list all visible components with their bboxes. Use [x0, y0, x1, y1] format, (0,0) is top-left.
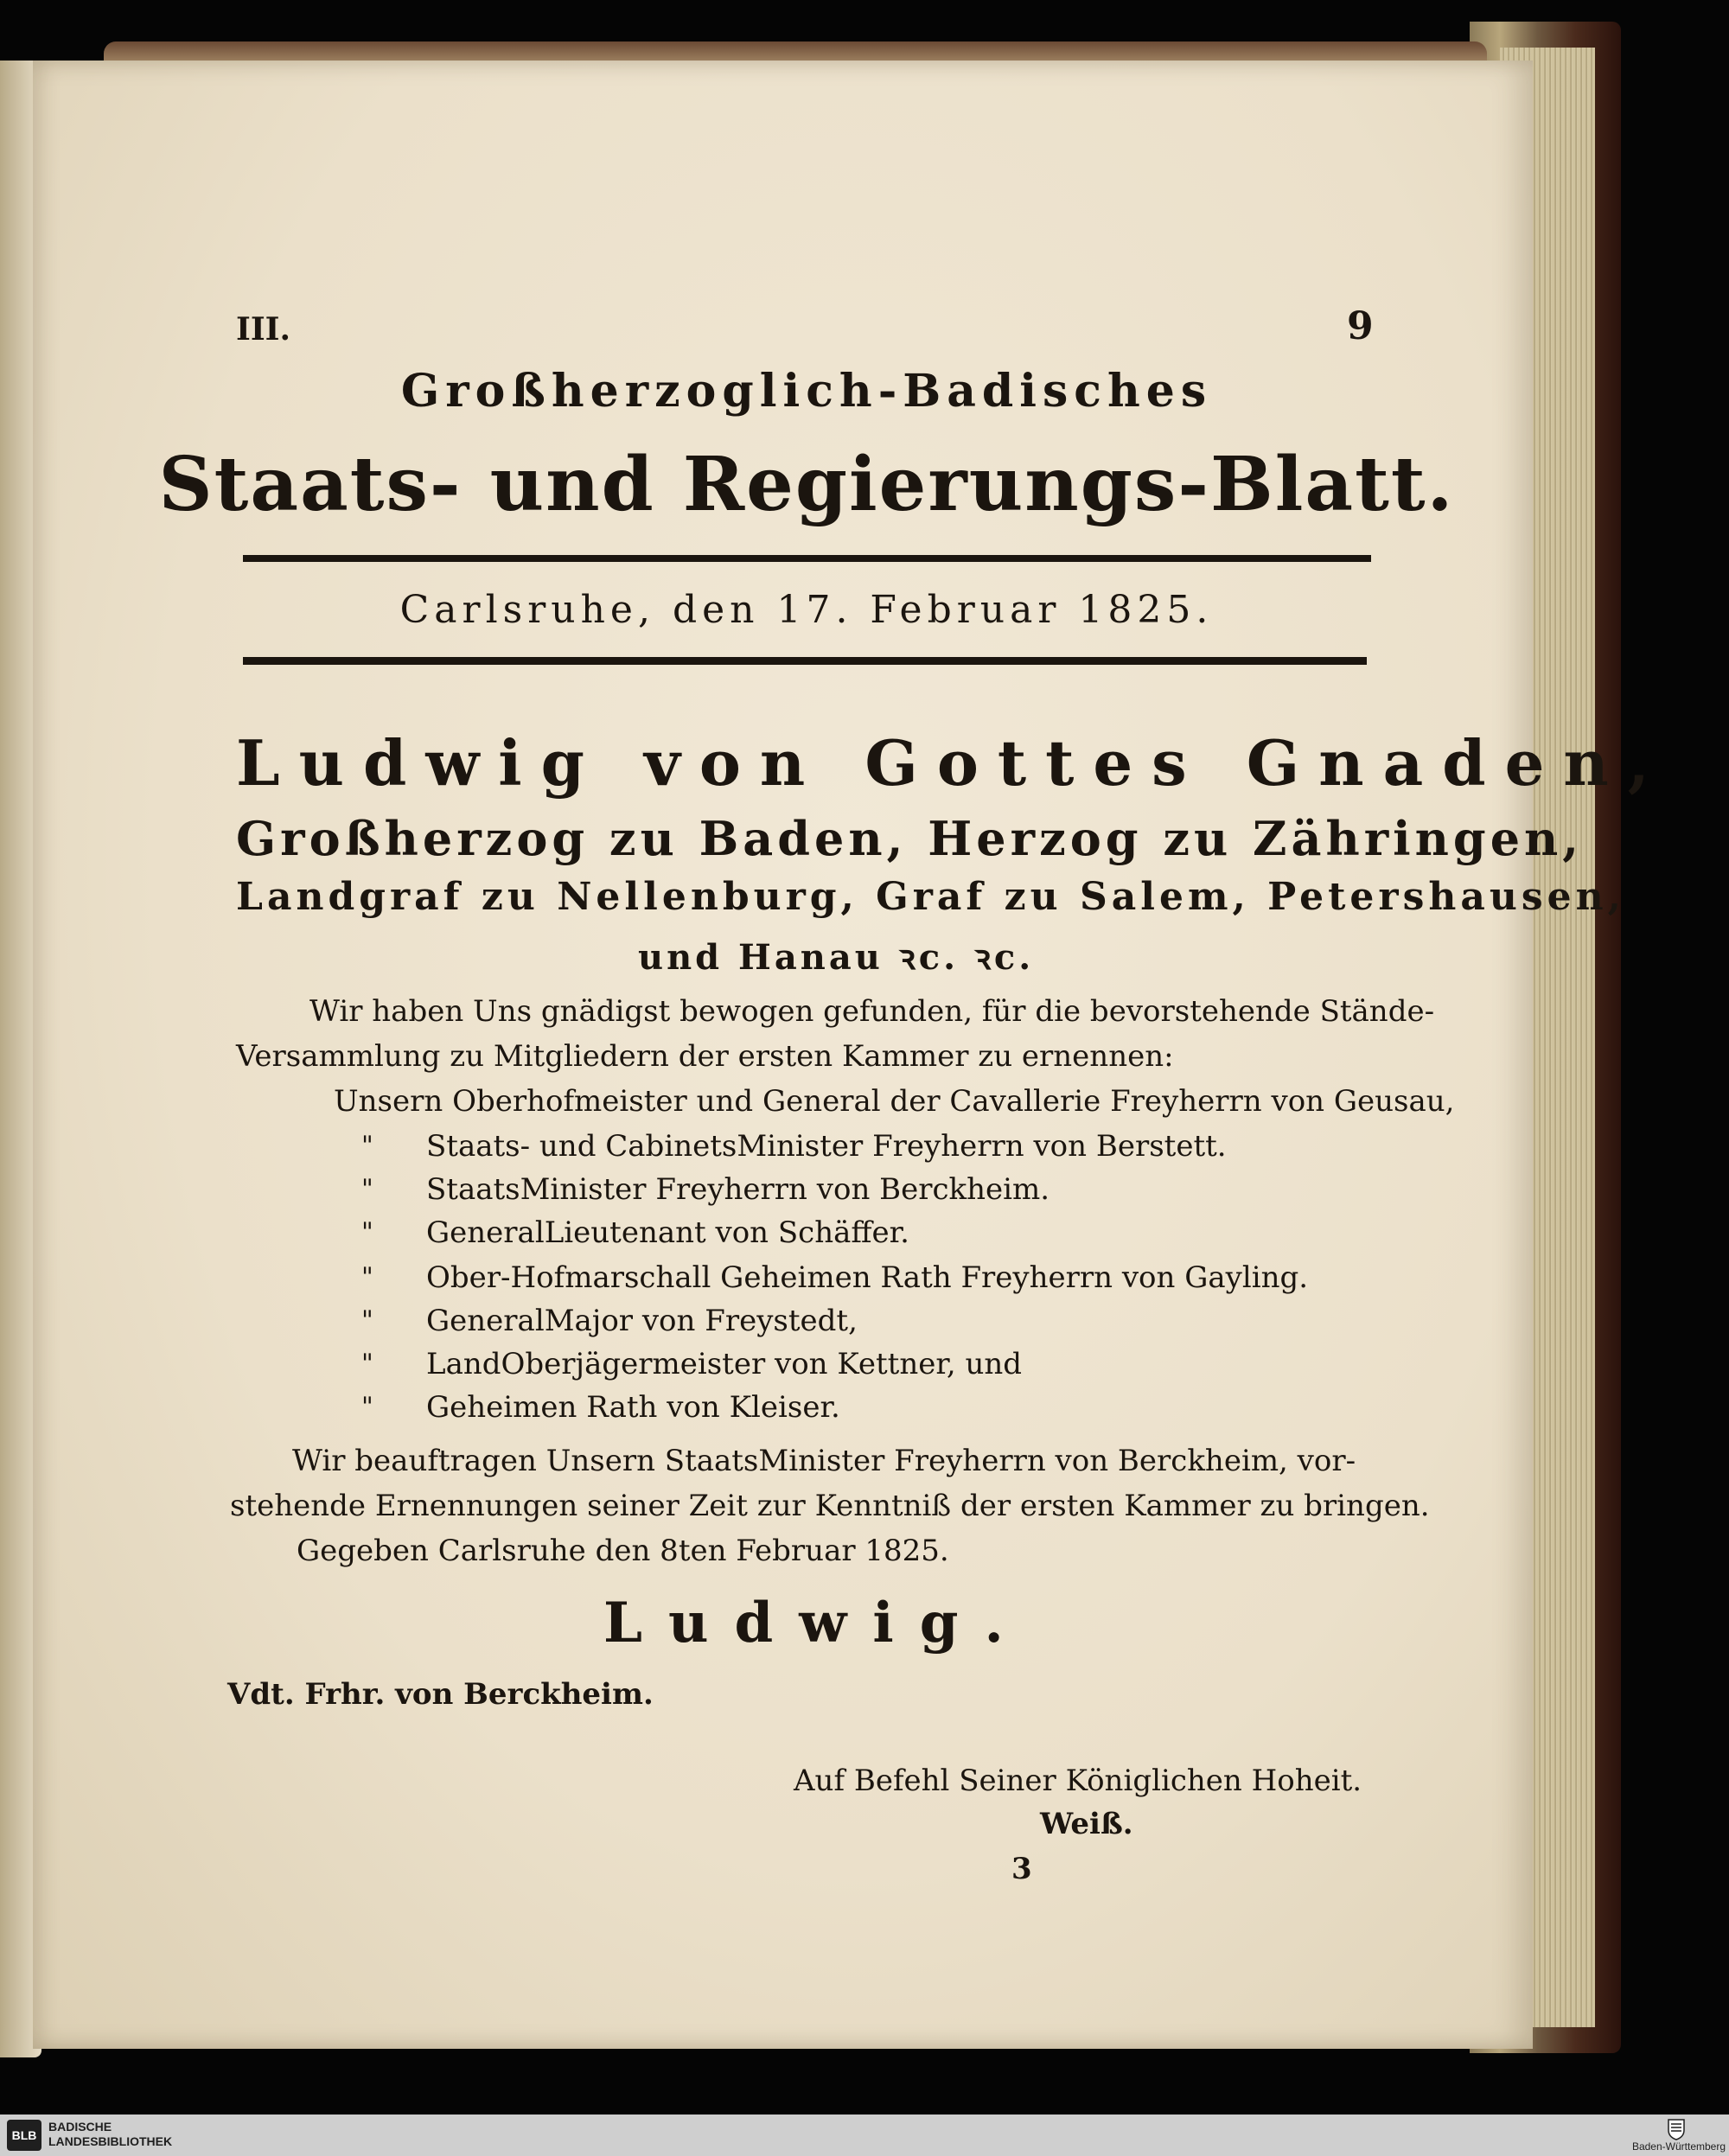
dateline: Carlsruhe, den 17. Februar 1825. [399, 588, 1214, 632]
list-marker: " [361, 1217, 373, 1247]
list-item: LandOberjägermeister von Kettner, und [426, 1347, 1023, 1381]
list-item: StaatsMinister Freyherrn von Berckheim. [426, 1172, 1050, 1207]
title-line-1: Ludwig von Gottes Gnaden, [236, 726, 1668, 800]
signature-mark: 3 [1011, 1852, 1032, 1886]
list-marker: " [361, 1262, 373, 1292]
title-line-2: Großherzog zu Baden, Herzog zu Zähringen, [236, 811, 1584, 866]
list-item: Geheimen Rath von Kleiser. [426, 1390, 840, 1425]
library-name-line-1: BADISCHE [48, 2120, 112, 2134]
masthead-line-2: Staats- und Regierungs-Blatt. [158, 441, 1455, 528]
coat-of-arms-icon [1667, 2118, 1686, 2140]
masthead-line-1: Großherzoglich-Badisches [400, 365, 1213, 418]
paragraph-2-line-2: stehende Ernennungen seiner Zeit zur Kenntniß der ersten Kammer zu bringen. [230, 1489, 1430, 1523]
bottom-rule [243, 657, 1367, 665]
list-item: GeneralMajor von Freystedt, [426, 1304, 858, 1338]
list-marker: " [361, 1349, 373, 1379]
document-page [33, 61, 1668, 2049]
signature: Ludwig. [603, 1591, 1030, 1655]
list-item: Staats- und CabinetsMinister Freyherrn von Berstett. [426, 1129, 1227, 1164]
list-marker: " [361, 1392, 373, 1422]
paragraph-1-line-2: Versammlung zu Mitgliedern der ersten Kammer zu ernennen: [236, 1039, 1174, 1074]
title-line-3: Landgraf zu Nellenburg, Graf zu Salem, Petershausen, [236, 875, 1625, 919]
state-name: Baden-Württemberg [1631, 2140, 1726, 2153]
list-item: GeneralLieutenant von Schäffer. [426, 1215, 909, 1250]
paragraph-2-line-1: Wir beauftragen Unsern StaatsMinister Freyherrn von Berckheim, vor- [292, 1444, 1356, 1478]
list-marker: " [361, 1131, 373, 1161]
sheet-number: III. [236, 311, 291, 348]
countersignature: Vdt. Frhr. von Berckheim. [227, 1677, 654, 1712]
command-line: Auf Befehl Seiner Königlichen Hoheit. [794, 1764, 1362, 1798]
top-rule [243, 555, 1371, 562]
paragraph-1-line-1: Wir haben Uns gnädigst bewogen gefunden, für die bevorstehende Stände- [309, 994, 1435, 1029]
secretary-name: Weiß. [1040, 1807, 1133, 1841]
blb-logo[interactable]: BLB [7, 2120, 41, 2151]
list-item: Ober-Hofmarschall Geheimen Rath Freyherrn von Gayling. [426, 1260, 1309, 1295]
library-name [48, 2120, 239, 2149]
title-line-4: und Hanau ꝛc. ꝛc. [638, 937, 1035, 978]
footer-bar [0, 2115, 1729, 2156]
page-number: 9 [1347, 304, 1374, 348]
list-marker: " [361, 1305, 373, 1336]
given-line: Gegeben Carlsruhe den 8ten Februar 1825. [297, 1534, 949, 1568]
list-marker: " [361, 1174, 373, 1204]
library-name-line-2: LANDESBIBLIOTHEK [48, 2134, 173, 2148]
list-lead: Unsern Oberhofmeister und General der Cavallerie Freyherrn von Geusau, [334, 1084, 1455, 1119]
